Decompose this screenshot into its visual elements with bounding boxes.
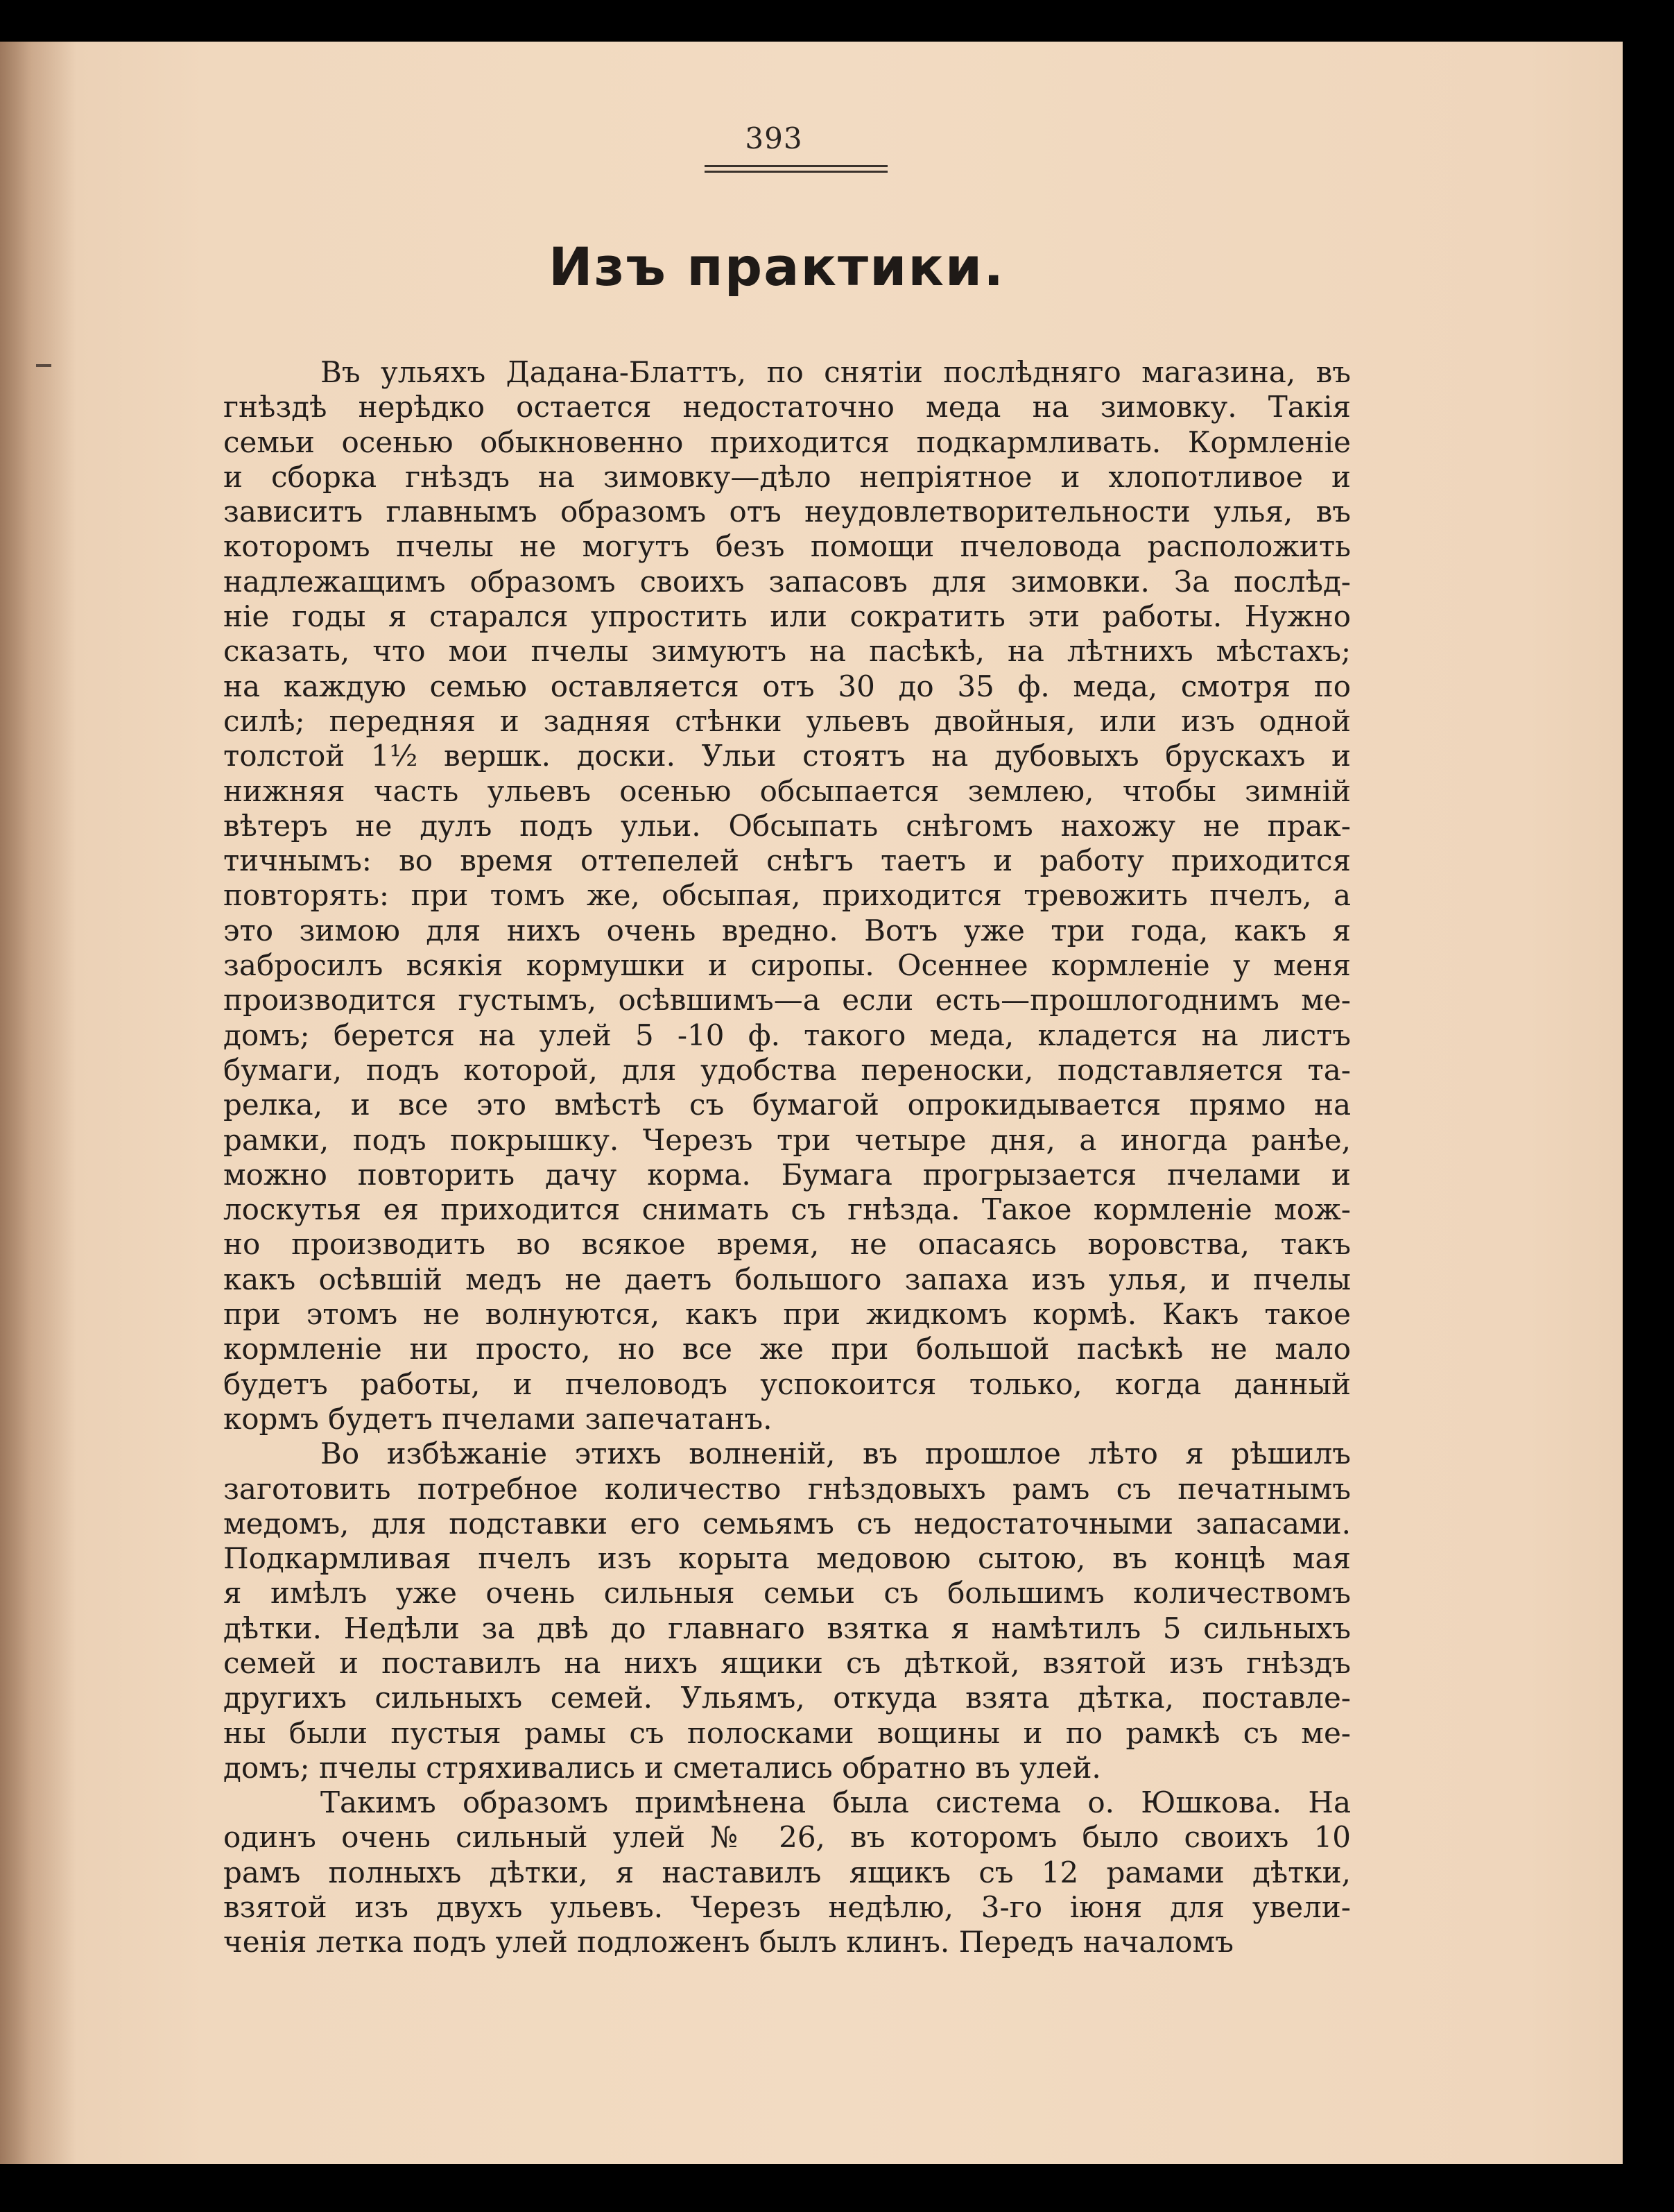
- text-line: Во избѣжаніе этихъ волненій, въ прошлое лѣто я рѣшилъ: [320, 1437, 1351, 1471]
- text-line: одинъ очень сильный улей № 26, въ которомъ было своихъ 10: [223, 1820, 1351, 1855]
- text-line: вѣтеръ не дулъ подъ ульи. Обсыпать снѣгомъ нахожу не прак-: [223, 808, 1351, 843]
- text-line: которомъ пчелы не могутъ безъ помощи пчеловода расположить: [223, 529, 1351, 564]
- text-line: взятой изъ двухъ ульевъ. Черезъ недѣлю, 3-го іюня для увели-: [223, 1890, 1351, 1925]
- text-line: семей и поставилъ на нихъ ящики съ дѣткой, взятой изъ гнѣздъ: [223, 1645, 1351, 1680]
- text-line: Подкармливая пчелъ изъ корыта медовою сытою, въ концѣ мая: [223, 1541, 1351, 1576]
- text-line: рамки, подъ покрышку. Черезъ три четыре дня, а иногда ранѣе,: [223, 1122, 1351, 1157]
- text-line: и сборка гнѣздъ на зимовку—дѣло непріятное и хлопотливое и: [223, 459, 1351, 494]
- text-line: другихъ сильныхъ семей. Ульямъ, откуда взята дѣтка, поставле-: [223, 1681, 1351, 1715]
- text-line: производится густымъ, осѣвшимъ—а если есть—прошлогоднимъ ме-: [223, 983, 1351, 1018]
- text-line: домъ; берется на улей 5 -10 ф. такого меда, кладется на листъ: [223, 1018, 1351, 1052]
- text-line: дѣтки. Недѣли за двѣ до главнаго взятка я намѣтилъ 5 сильныхъ: [223, 1611, 1351, 1645]
- text-line: релка, и все это вмѣстѣ съ бумагой опрокидывается прямо на: [223, 1088, 1351, 1122]
- text-line: я имѣлъ уже очень сильныя семьи съ большимъ количествомъ: [223, 1576, 1351, 1611]
- text-line: будетъ работы, и пчеловодъ успокоится только, когда данный: [223, 1366, 1351, 1401]
- text-line: заготовить потребное количество гнѣздовыхъ рамъ съ печатнымъ: [223, 1471, 1351, 1506]
- paragraph: [223, 1785, 1351, 1960]
- article-body: [223, 355, 1351, 1960]
- paragraph: [223, 1437, 1351, 1785]
- text-line: семьи осенью обыкновенно приходится подкармливать. Кормленіе: [223, 425, 1351, 459]
- text-line: на каждую семью оставляется отъ 30 до 35 ф. меда, смотря по: [223, 669, 1351, 703]
- book-page: [0, 42, 1623, 2164]
- text-line: забросилъ всякія кормушки и сиропы. Осеннее кормленіе у меня: [223, 948, 1351, 983]
- article-title: Изъ практики.: [548, 236, 1006, 298]
- text-line: бумаги, подъ которой, для удобства переноски, подставляется та-: [223, 1052, 1351, 1087]
- text-line: какъ осѣвшій медъ не даетъ большого запаха изъ улья, и пчелы: [223, 1262, 1351, 1296]
- text-line: толстой 1½ вершк. доски. Ульи стоятъ на дубовыхъ брускахъ и: [223, 739, 1351, 773]
- text-line: медомъ, для подставки его семьямъ съ недостаточными запасами.: [223, 1506, 1351, 1541]
- text-line: лоскутья ея приходится снимать съ гнѣзда. Такое кормленіе мож-: [223, 1192, 1351, 1227]
- margin-mark: [36, 364, 51, 367]
- text-line: можно повторить дачу корма. Бумага прогрызается пчелами и: [223, 1157, 1351, 1192]
- text-line: Такимъ образомъ примѣнена была система о. Юшкова. На: [320, 1785, 1351, 1820]
- header-rule: [705, 171, 888, 173]
- text-line: но производить во всякое время, не опасаясь воровства, такъ: [223, 1227, 1351, 1262]
- text-line: кормленіе ни просто, но все же при большой пасѣкѣ не мало: [223, 1332, 1351, 1366]
- paragraph: [223, 355, 1351, 1437]
- text-line: ны были пустыя рамы съ полосками вощины и по рамкѣ съ ме-: [223, 1715, 1351, 1750]
- text-line: домъ; пчелы стряхивались и сметались обратно въ улей.: [223, 1750, 1101, 1785]
- text-line: силѣ; передняя и задняя стѣнки ульевъ двойныя, или изъ одной: [223, 703, 1351, 738]
- text-line: кормъ будетъ пчелами запечатанъ.: [223, 1401, 773, 1436]
- text-line: рамъ полныхъ дѣтки, я наставилъ ящикъ съ 12 рамами дѣтки,: [223, 1855, 1351, 1889]
- text-line: тичнымъ: во время оттепелей снѣгъ таетъ и работу приходится: [223, 843, 1351, 878]
- gutter-shadow: [0, 42, 76, 2164]
- text-line: ніе годы я старался упростить или сократить эти работы. Нужно: [223, 599, 1351, 634]
- text-line: надлежащимъ образомъ своихъ запасовъ для зимовки. За послѣд-: [223, 564, 1351, 599]
- text-line: это зимою для нихъ очень вредно. Вотъ уже три года, какъ я: [223, 913, 1351, 948]
- text-line: сказать, что мои пчелы зимуютъ на пасѣкѣ, на лѣтнихъ мѣстахъ;: [223, 634, 1351, 669]
- text-line: нижняя часть ульевъ осенью обсыпается землею, чтобы зимній: [223, 773, 1351, 808]
- text-line: гнѣздѣ нерѣдко остается недостаточно меда на зимовку. Такія: [223, 390, 1351, 425]
- text-line: зависитъ главнымъ образомъ отъ неудовлетворительности улья, въ: [223, 495, 1351, 529]
- header-rule: [705, 165, 888, 167]
- text-line: повторять: при томъ же, обсыпая, приходится тревожить пчелъ, а: [223, 878, 1351, 913]
- page-number: 393: [745, 121, 803, 155]
- text-line: ченія летка подъ улей подложенъ былъ клинъ. Передъ началомъ: [223, 1925, 1234, 1960]
- text-line: при этомъ не волнуются, какъ при жидкомъ кормѣ. Какъ такое: [223, 1297, 1351, 1332]
- text-line: Въ ульяхъ Дадана-Блаттъ, по снятіи послѣдняго магазина, въ: [320, 355, 1351, 389]
